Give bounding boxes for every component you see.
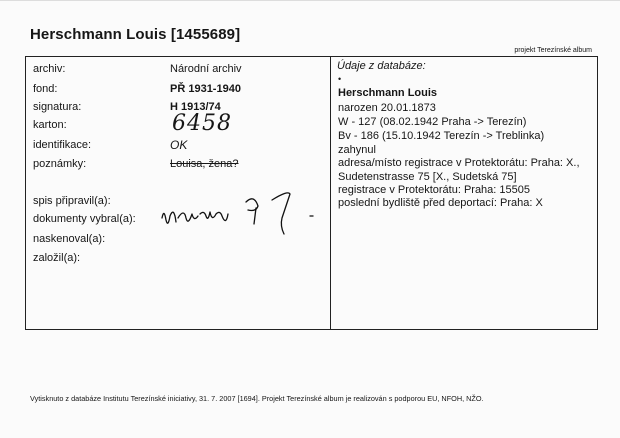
label-poznamky: poznámky:: [33, 158, 87, 170]
project-label: projekt Terezínské album: [514, 47, 592, 54]
label-identifikace: identifikace:: [33, 139, 92, 151]
label-spis-pripravil: spis připravil(a):: [33, 195, 111, 207]
address-line-2: Sudetenstrasse 75 [X., Sudetská 75]: [338, 171, 517, 183]
label-dokumenty-vybral: dokumenty vybral(a):: [33, 213, 136, 225]
column-divider: [330, 56, 331, 330]
handwritten-signature: [150, 178, 330, 248]
label-naskenoval: naskenoval(a):: [33, 233, 106, 245]
label-archiv: archiv:: [33, 63, 66, 75]
value-archiv: Národní archiv: [170, 63, 242, 75]
bullet-mark: •: [338, 74, 342, 84]
value-fond: PŘ 1931-1940: [170, 83, 241, 95]
label-zalozil: založil(a):: [33, 252, 81, 264]
value-poznamky: Louisa, žena?: [170, 158, 239, 170]
fate-line: zahynul: [338, 144, 376, 156]
value-karton-handwritten: 6458: [172, 111, 232, 136]
scan-edge: [0, 0, 620, 1]
value-signatura: H 1913/74: [170, 101, 221, 113]
value-identifikace-handwritten: OK: [170, 138, 188, 152]
label-fond: fond:: [33, 83, 58, 95]
address-line-1: adresa/místo registrace v Protektorátu: Praha: X.,: [338, 157, 580, 169]
database-heading: Údaje z databáze:: [337, 60, 426, 72]
last-residence-line: poslední bydliště před deportací: Praha: X: [338, 197, 543, 209]
transport-2-line: Bv - 186 (15.10.1942 Terezín -> Treblinka): [338, 130, 545, 142]
birth-line: narozen 20.01.1873: [338, 102, 436, 114]
person-name: Herschmann Louis: [338, 87, 438, 99]
registration-line: registrace v Protektorátu: Praha: 15505: [338, 184, 530, 196]
print-footer: Vytisknuto z databáze Institutu Terezínské iniciativy, 31. 7. 2007 [1694]. Projekt Terezínské album je realizován s podporou EU, NFOH, NŽO.: [30, 394, 484, 403]
record-title: Herschmann Louis [1455689]: [30, 26, 241, 43]
label-signatura: signatura:: [33, 101, 82, 113]
transport-1-line: W - 127 (08.02.1942 Praha -> Terezín): [338, 116, 527, 128]
label-karton: karton:: [33, 119, 67, 131]
